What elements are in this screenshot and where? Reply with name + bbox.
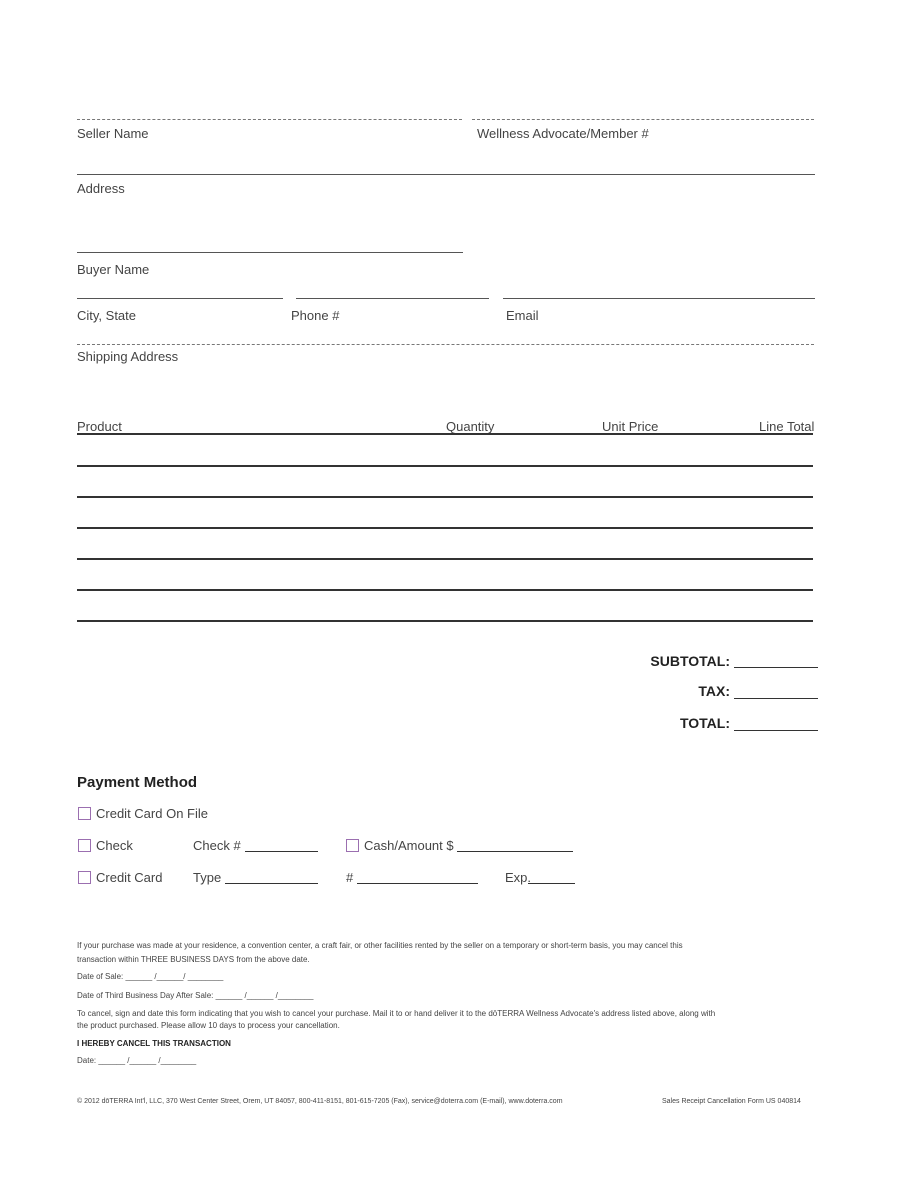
credit-card-on-file-label: Credit Card On File bbox=[96, 806, 208, 821]
cash-checkbox[interactable] bbox=[346, 839, 359, 852]
expiration-field[interactable] bbox=[528, 871, 575, 884]
col-header-quantity: Quantity bbox=[446, 419, 495, 434]
email-label: Email bbox=[506, 308, 539, 323]
hereby-cancel-heading: I HEREBY CANCEL THIS TRANSACTION bbox=[77, 1039, 231, 1048]
card-type-field[interactable] bbox=[225, 871, 318, 884]
city-state-line[interactable] bbox=[77, 298, 283, 299]
footer-form-id: Sales Receipt Cancellation Form US 040814 bbox=[662, 1098, 801, 1105]
seller-name-line[interactable] bbox=[77, 119, 462, 120]
credit-card-label: Credit Card bbox=[96, 870, 163, 885]
card-number-label: # bbox=[346, 870, 354, 885]
check-number-label: Check # bbox=[193, 838, 241, 853]
cancel-instructions-line1: To cancel, sign and date this form indicating that you wish to cancel your purchase. Mail it to or hand deliver it to the dōTERRA Wellness Advocate's address listed above, along with bbox=[77, 1009, 716, 1018]
member-number-label: Wellness Advocate/Member # bbox=[477, 126, 649, 141]
cash-amount-label: Cash/Amount $ bbox=[364, 838, 454, 853]
buyer-name-label: Buyer Name bbox=[77, 262, 150, 277]
shipping-address-label: Shipping Address bbox=[77, 349, 179, 364]
col-header-product: Product bbox=[77, 419, 122, 434]
total-field[interactable] bbox=[734, 718, 818, 731]
phone-line[interactable] bbox=[296, 298, 489, 299]
check-checkbox[interactable] bbox=[78, 839, 91, 852]
member-number-line[interactable] bbox=[472, 119, 814, 120]
shipping-address-line[interactable] bbox=[77, 344, 814, 345]
subtotal-field[interactable] bbox=[734, 655, 818, 668]
cancel-date[interactable]: Date: ______ /______ /________ bbox=[77, 1056, 197, 1065]
city-state-label: City, State bbox=[77, 308, 137, 323]
cancellation-notice-line1: If your purchase was made at your residence, a convention center, a craft fair, or other facilities rented by the seller on a temporary or short-term basis, you may cancel this bbox=[77, 941, 683, 950]
cancel-instructions-line2: the product purchased. Please allow 10 days to process your cancellation. bbox=[77, 1021, 340, 1030]
tax-field[interactable] bbox=[734, 686, 818, 699]
table-row[interactable] bbox=[77, 496, 813, 498]
phone-label: Phone # bbox=[291, 308, 340, 323]
address-label: Address bbox=[77, 181, 125, 196]
table-row[interactable] bbox=[77, 589, 813, 591]
table-row[interactable] bbox=[77, 558, 813, 560]
email-line[interactable] bbox=[503, 298, 815, 299]
subtotal-label: SUBTOTAL: bbox=[650, 653, 730, 669]
cancellation-notice-line2: transaction within THREE BUSINESS DAYS from the above date. bbox=[77, 955, 310, 964]
third-business-day[interactable]: Date of Third Business Day After Sale: ______ /______ /________ bbox=[77, 991, 314, 1000]
credit-card-checkbox[interactable] bbox=[78, 871, 91, 884]
credit-card-on-file-checkbox[interactable] bbox=[78, 807, 91, 820]
check-number-field[interactable] bbox=[245, 839, 318, 852]
expiration-label: Exp. bbox=[505, 870, 532, 885]
table-row[interactable] bbox=[77, 465, 813, 467]
tax-label: TAX: bbox=[698, 683, 730, 699]
table-header-rule bbox=[77, 433, 813, 435]
date-of-sale[interactable]: Date of Sale: ______ /______/ ________ bbox=[77, 972, 224, 981]
payment-method-title: Payment Method bbox=[77, 774, 198, 791]
buyer-name-line[interactable] bbox=[77, 252, 463, 253]
col-header-unit-price: Unit Price bbox=[602, 419, 659, 434]
card-number-field[interactable] bbox=[357, 871, 478, 884]
footer-company-info: © 2012 dōTERRA Int'l, LLC, 370 West Center Street, Orem, UT 84057, 800-411-8151, 801-615-7205 (Fax), service@doterra.com (E-mail), www.doterra.com bbox=[77, 1098, 563, 1105]
total-label: TOTAL: bbox=[679, 715, 730, 731]
table-row[interactable] bbox=[77, 620, 813, 622]
address-line[interactable] bbox=[77, 174, 815, 175]
card-type-label: Type bbox=[193, 870, 222, 885]
check-label: Check bbox=[96, 838, 133, 853]
col-header-line-total: Line Total bbox=[759, 419, 815, 434]
table-row[interactable] bbox=[77, 527, 813, 529]
cash-amount-field[interactable] bbox=[457, 839, 573, 852]
seller-name-label: Seller Name bbox=[77, 126, 149, 141]
